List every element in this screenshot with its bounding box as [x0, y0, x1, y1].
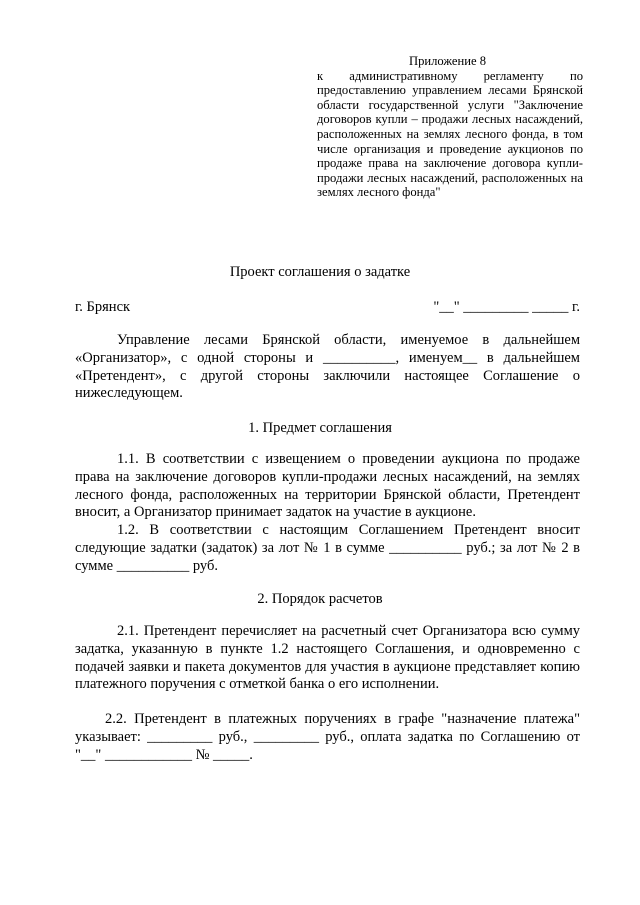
appendix-text: к административному регламенту по предоставлению управлением лесами Брянской области государственной услуги "Заключение договоров купли – продажи лесных насаждений, расположенных на землях лесного фонда, в том числе организация и проведение аукционов по продаже права на заключение договора купли-продажи лесных насаждений, расположенных на землях лесного фонда": [317, 68, 583, 200]
section-1-title: 1. Предмет соглашения: [248, 420, 392, 436]
place-date-line: [75, 299, 580, 316]
section-1-paragraph-2: 1.2. В соответствии с настоящим Соглашением Претендент вносит следующие задатки (задаток) за лот № 1 в сумме __________ руб.; за лот № 2 в сумме __________ руб.: [75, 522, 580, 574]
intro-paragraph: Управление лесами Брянской области, именуемое в дальнейшем «Организатор», с одной стороны и __________, именуем__ в дальнейшем «Претендент», с другой стороны заключили настоящее Соглашение о нижеследующем.: [75, 332, 580, 402]
city: г. Брянск: [75, 299, 131, 315]
section-2-paragraph-2: 2.2. Претендент в платежных поручениях в графе "назначение платежа" указывает: _________ руб., _________ руб., оплата задатка по Соглашению от "__" ____________ № _____.: [75, 711, 580, 763]
section-2-title: 2. Порядок расчетов: [257, 591, 383, 607]
date-blank: "__" _________ _____ г.: [433, 299, 580, 315]
appendix-block: [317, 54, 583, 200]
section-2-paragraph-1: 2.1. Претендент перечисляет на расчетный счет Организатора всю сумму задатка, указанную в пункте 1.2 настоящего Соглашения, и одновременно с подачей заявки и пакета документов для участия в аукционе представляет копию платежного поручения с отметкой банка о его исполнении.: [75, 623, 580, 693]
section-1-paragraph-1: 1.1. В соответствии с извещением о проведении аукциона по продаже права на заключение договоров купли-продажи лесных насаждений, на землях лесного фонда, расположенных на территории Брянской области, Претендент вносит, а Организатор принимает задаток на участие в аукционе.: [75, 451, 580, 521]
appendix-title: Приложение 8: [409, 54, 487, 68]
document-title: Проект соглашения о задатке: [229, 264, 411, 280]
